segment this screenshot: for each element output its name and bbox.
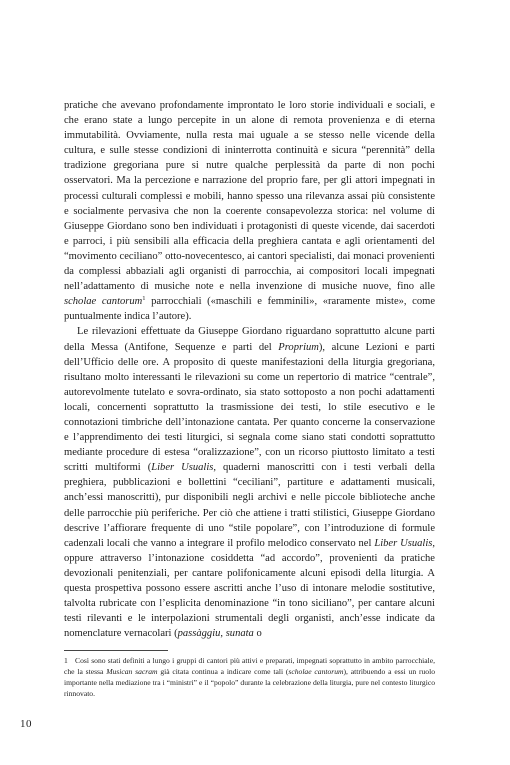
text-run: , <box>220 628 226 640</box>
text-run: , oppure attraverso l’intonazione cosiddetta “ad accordo”, provenienti da pratiche devozionali penitenziali, per cantare polifonicamente alcuni episodi della liturgia. A questa prospettiva possono essere ascritti anche l’uso di intonare melodie sostitutive, talvolta rubricate con l’esplicita denominazione “in tono siciliano”, per cantare alcuni testi rilevanti e le interpolazioni strumentali degli organisti, anch’esse indicate da nomenclature vernacolari ( <box>64 537 435 640</box>
italic-term: scholae cantorum <box>288 667 344 677</box>
footnote-reference: 1 <box>142 295 146 303</box>
italic-term: Proprium <box>278 341 319 353</box>
italic-term: Musican sacram <box>106 667 158 677</box>
italic-term: passàggiu <box>177 628 221 640</box>
text-run: ), attribuendo a essi un ruolo importante nella mediazione tra i “ministri” e il “popolo” durante la celebrazione della liturgia, pure nel contesto liturgico rinnovato. <box>64 667 435 699</box>
footnote-separator <box>64 650 168 651</box>
text-run: già citata continua a indicare come tali ( <box>157 667 289 677</box>
text-run: o <box>253 628 262 640</box>
footnote-number: 1 <box>64 656 68 665</box>
text-run: , quaderni manoscritti con i testi verbali della preghiera, pubblicazioni e bollettini “ceciliani”, partiture e adattamenti musicali, anch’essi manoscritti), pur disponibili negli archivi e nelle piccole biblioteche anche delle parrocchie più periferiche. Per ciò che attiene i tratti stilistici, Giuseppe Giordano descrive l’affiorare frequente di uno “stile popolare”, con l’introduzione di formule cadenzali locali che vanno a integrare il profilo melodico conservato nel <box>64 462 435 549</box>
text-run: Le rilevazioni effettuate da Giuseppe Giordano riguardano soprattutto alcune parti della Messa (Antifone, Sequenze e parti del <box>64 326 435 353</box>
text-run: pratiche che avevano profondamente improntato le loro storie individuali e sociali, e che erano state a lungo percepite in un alone di remota provenienza e di eterna immutabilità. Ovviamente, nulla resta mai uguale a se stesso nelle vicende della cultura, e sulle stesse condizioni di ininterrotta continuità e sicura “perennità” della tradizione gregoriana pure si nutre qualche perplessità da parte di non pochi osservatori. Ma la percezione e narrazione del proprio fare, per gli attori impegnati in processi culturali complessi e mobili, hanno spesso una rilevanza assai più consistente e socialmente pervasiva che non la coerente consapevolezza storica: nel volume di Giuseppe Giordano sono ben individuati i protagonisti di queste vicende, dai sacerdoti e parroci, i più sensibili alla efficacia della preghiera cantata e agli orientamenti del “movimento ceciliano” otto-novecentesco, ai cantori specialisti, dai monaci provenienti da complessi abbaziali agli organisti di parrocchia, ai compositori locali impegnati nell’adattamento di musiche note e nella invenzione di musiche nuove, fino alle <box>64 100 435 293</box>
main-text <box>64 98 435 641</box>
text-run: Così sono stati definiti a lungo i gruppi di cantori più attivi e preparati, impegnati soprattutto in ambito parrocchiale, che la stessa <box>64 656 435 677</box>
text-run: parrocchiali («maschili e femminili», «raramente miste», come puntualmente indica l’autore). <box>64 296 436 323</box>
italic-term: Liber Usualis <box>374 537 433 549</box>
paragraph-1 <box>64 98 435 324</box>
italic-term: sunata <box>225 628 254 640</box>
footnote <box>64 655 435 699</box>
italic-term: Liber Usualis <box>151 462 214 474</box>
text-run: ), alcune Lezioni e parti dell’Ufficio delle ore. A proposito di queste manifestazioni della liturgia gregoriana, risultano molto interessanti le rilevazioni su come un repertorio di matrice “centrale”, autorevolmente tutelato e sovra-ordinato, sia stato sottoposto a non pochi adattamenti locali, concernenti soprattutto la trasmissione dei testi, lo stile esecutivo e le connotazioni timbriche dell’intonazione cantata. Per quanto concerne la conservazione e l’apprendimento dei testi liturgici, si segnala come siano stati condotti soprattutto mediante procedure di estesa “oralizzazione”, con un ricorso piuttosto limitato a testi scritti multiformi ( <box>64 341 436 474</box>
page-number: 10 <box>20 718 32 730</box>
italic-term: scholae cantorum <box>64 296 143 308</box>
paragraph-2 <box>64 324 435 641</box>
